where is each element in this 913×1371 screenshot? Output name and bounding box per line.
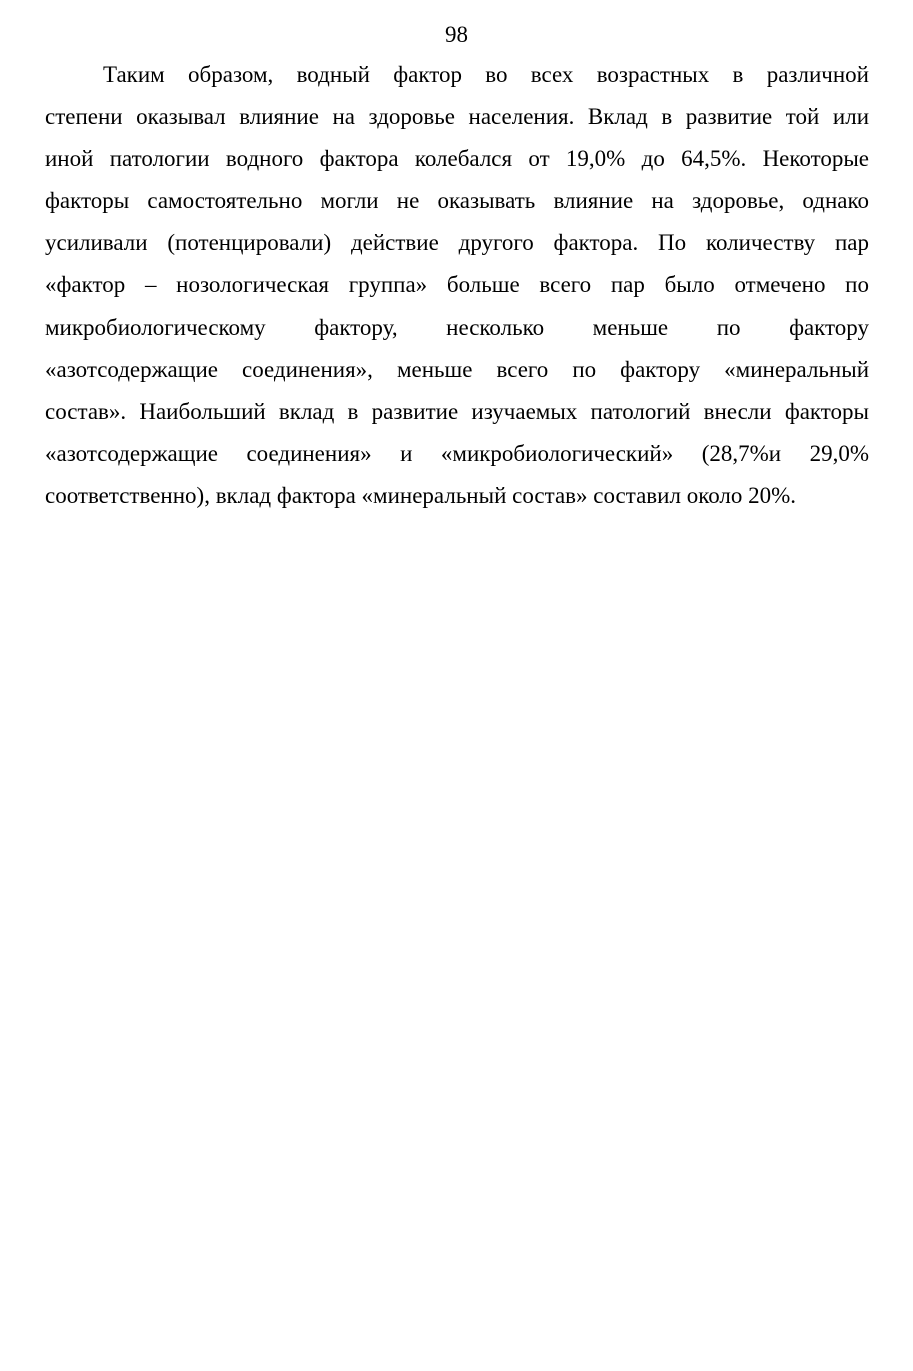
paragraph-line: микробиологическому фактору, несколько меньше по фактору xyxy=(45,314,869,340)
paragraph-line: усиливали (потенцировали) действие другого фактора. По количеству пар xyxy=(45,230,869,256)
page-number: 98 xyxy=(445,22,468,47)
paragraph-line: степени оказывал влияние на здоровье населения. Вклад в развитие той или xyxy=(45,104,869,130)
paragraph-line: «азотсодержащие соединения», меньше всего по фактору «минеральный xyxy=(45,356,869,382)
paragraph-line: иной патологии водного фактора колебался от 19,0% до 64,5%. Некоторые xyxy=(45,146,869,172)
paragraph-line: «фактор – нозологическая группа» больше всего пар было отмечено по xyxy=(45,272,869,298)
paragraph-line: факторы самостоятельно могли не оказывать влияние на здоровье, однако xyxy=(45,188,869,214)
paragraph-line: Таким образом, водный фактор во всех возрастных в различной xyxy=(103,62,869,87)
paragraph xyxy=(45,56,869,519)
paragraph-line: «азотсодержащие соединения» и «микробиологический» (28,7%и 29,0% xyxy=(45,440,869,466)
paragraph-line: соответственно), вклад фактора «минеральный состав» составил около 20%. xyxy=(45,482,797,508)
paragraph-line: состав». Наибольший вклад в развитие изучаемых патологий внесли факторы xyxy=(45,398,869,424)
